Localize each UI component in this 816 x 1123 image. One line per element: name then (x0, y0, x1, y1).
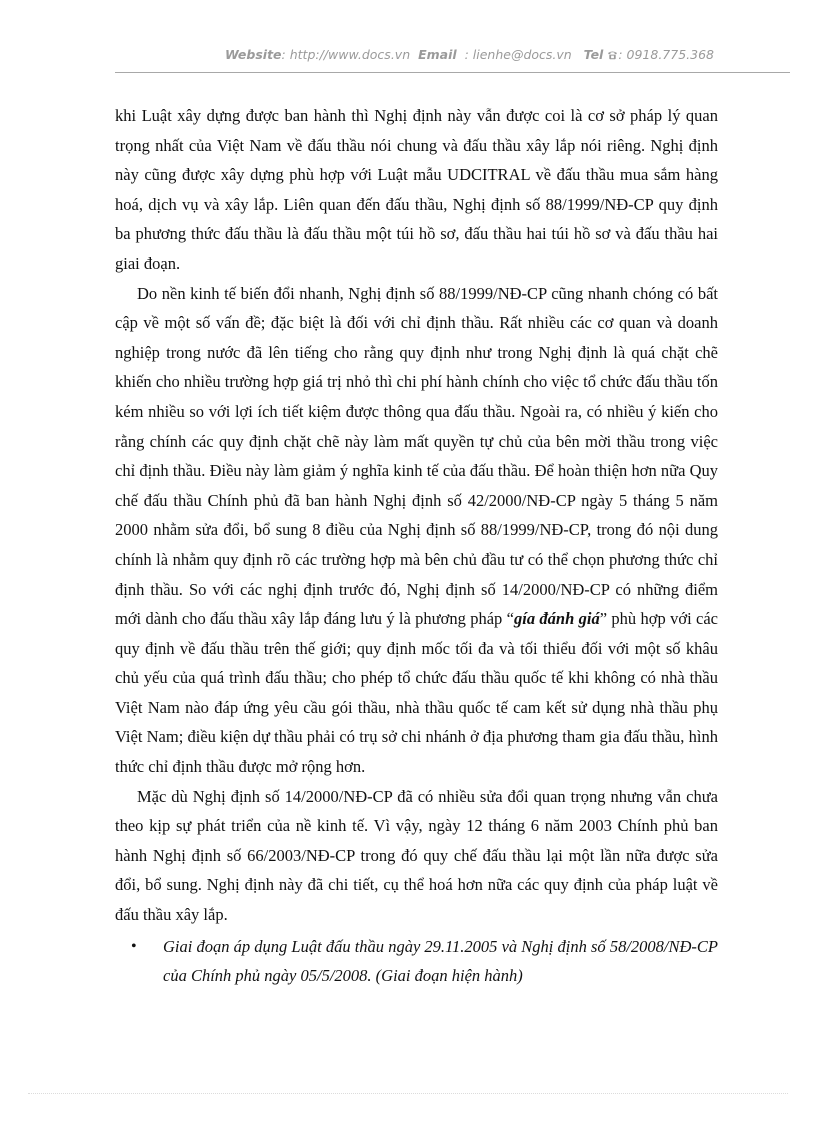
paragraph-text: phù hợp với các quy định về đấu thầu trên thế giới; quy định mốc tối đa và tối thiểu đối với một số khâu chủ yếu của quá trình đấu thầu; cho phép tổ chức đấu thầu quốc tế khi không có nhà thầu Việt Nam nào đáp ứng yêu cầu gói thầu, nhà thầu quốc tế cam kết sử dụng nhà thầu phụ Việt Nam; điều kiện dự thầu phải có trụ sở chi nhánh ở địa phương tham gia đấu thầu, hình thức chỉ định thầu được mở rộng hơn. (115, 609, 718, 777)
list-item-text: Giai đoạn áp dụng Luật đấu thầu ngày 29.11.2005 và Nghị định số 58/2008/NĐ-CP của Chính phủ ngày 05/5/2008. (Giai đoạn hiện hành) (163, 936, 718, 986)
paragraph: Do nền kinh tế biến đổi nhanh, Nghị định số 88/1999/NĐ-CP cũng nhanh chóng có bất cập về một số vấn đề; đặc biệt là đối với chỉ định thầu. Rất nhiều các cơ quan và doanh nghiệp trong nước đã lên tiếng cho rằng quy định như trong Nghị định là quá chặt chẽ khiến cho nhiều trường hợp giá trị nhỏ thì chi phí hành chính cho việc tổ chức đấu thầu tốn kém nhiều so với lợi ích tiết kiệm được thông qua đấu thầu. Ngoài ra, có nhiều ý kiến cho rằng chính các quy định chặt chẽ này làm mất quyền tự chủ của bên mời thầu trong việc chỉ định thầu. Điều này làm giảm ý nghĩa kinh tế của đấu thầu. Để hoàn thiện hơn nữa Quy chế đấu thầu Chính phủ đã ban hành Nghị định số 42/2000/NĐ-CP ngày 5 tháng 5 năm 2000 nhằm sửa đổi, bổ sung 8 điều của Nghị định số 88/1999/NĐ-CP, trong đó nội dung chính là nhằm quy định rõ các trường hợp mà bên chủ đầu tư có thể chọn phương thức chỉ định thầu. So với các nghị định trước đó, Nghị định số 14/2000/NĐ-CP có những điểm mới dành cho đấu thầu xây lắp đáng lưu ý là phương pháp “gía đánh giá” phù hợp với các quy định về đấu thầu trên thế giới; quy định mốc tối đa và tối thiểu đối với một số khâu chủ yếu của quá trình đấu thầu; cho phép tổ chức đấu thầu quốc tế khi không có nhà thầu Việt Nam nào đáp ứng yêu cầu gói thầu, nhà thầu quốc tế cam kết sử dụng nhà thầu phụ Việt Nam; điều kiện dự thầu phải có trụ sở chi nhánh ở địa phương tham gia đấu thầu, hình thức chỉ định thầu được mở rộng hơn. (115, 283, 718, 777)
header-divider (115, 72, 790, 73)
page-header (0, 47, 714, 62)
paragraph: khi Luật xây dựng được ban hành thì Nghị định này vẫn được coi là cơ sở pháp lý quan trọng nhất của Việt Nam về đấu thầu nói chung và đấu thầu xây lắp nói riêng. Nghị định này cũng được xây dựng phù hợp với Luật mẫu UDCITRAL về đấu thầu mua sắm hàng hoá, dịch vụ và xây lắp. Liên quan đến đấu thầu, Nghị định số 88/1999/NĐ-CP quy định ba phương thức đấu thầu là đấu thầu một túi hồ sơ, đấu thầu hai túi hồ sơ và đấu thầu hai giai đoạn. (115, 106, 718, 273)
paragraph: Mặc dù Nghị định số 14/2000/NĐ-CP đã có nhiều sửa đổi quan trọng nhưng vẫn chưa theo kịp sự phát triển của nề kinh tế. Vì vậy, ngày 12 tháng 6 năm 2003 Chính phủ ban hành Nghị định số 66/2003/NĐ-CP trong đó quy chế đấu thầu lại một lần nữa được sửa đổi, bổ sung. Nghị định này đã chi tiết, cụ thể hoá hơn nữa các quy định của pháp luật về đấu thầu xây lắp. (115, 786, 718, 925)
tel-value: : 0918.775.368 (618, 47, 714, 62)
document-body (115, 101, 718, 991)
tel-label: Tel (583, 47, 604, 62)
paragraph-text: Do nền kinh tế biến đổi nhanh, Nghị định số 88/1999/NĐ-CP cũng nhanh chóng có bất cập về một số vấn đề; đặc biệt là đối với chỉ định thầu. Rất nhiều các cơ quan và doanh nghiệp trong nước đã lên tiếng cho rằng quy định như trong Nghị định là quá chặt chẽ khiến cho nhiều trường hợp giá trị nhỏ thì chi phí hành chính cho việc tổ chức đấu thầu tốn kém nhiều so với lợi ích tiết kiệm được thông qua đấu thầu. Ngoài ra, có nhiều ý kiến cho rằng chính các quy định chặt chẽ này làm mất quyền tự chủ của bên mời thầu trong việc chỉ định thầu. Điều này làm giảm ý nghĩa kinh tế của đấu thầu. Để hoàn thiện hơn nữa Quy chế đấu thầu Chính phủ đã ban hành Nghị định số 42/2000/NĐ-CP ngày 5 tháng 5 năm 2000 nhằm sửa đổi, bổ sung 8 điều của Nghị định số 88/1999/NĐ-CP, trong đó nội dung chính là nhằm quy định rõ các trường hợp mà bên chủ đầu tư có thể chọn phương thức chỉ định thầu. So với các nghị định trước đó, Nghị định số 14/2000/NĐ-CP có những điểm mới dành cho đấu thầu xây lắp đáng lưu ý là phương pháp (115, 283, 718, 629)
website-value: : http://www.docs.vn (281, 47, 411, 62)
list-item (115, 932, 718, 991)
emphasized-term: gía đánh giá (513, 609, 600, 629)
phone-icon (607, 50, 618, 60)
email-label: Email (418, 47, 457, 62)
bullet-marker: • (131, 937, 137, 955)
footer-divider (28, 1093, 788, 1094)
website-label: Website (224, 47, 282, 62)
email-value: : lienhe@docs.vn (464, 47, 572, 62)
